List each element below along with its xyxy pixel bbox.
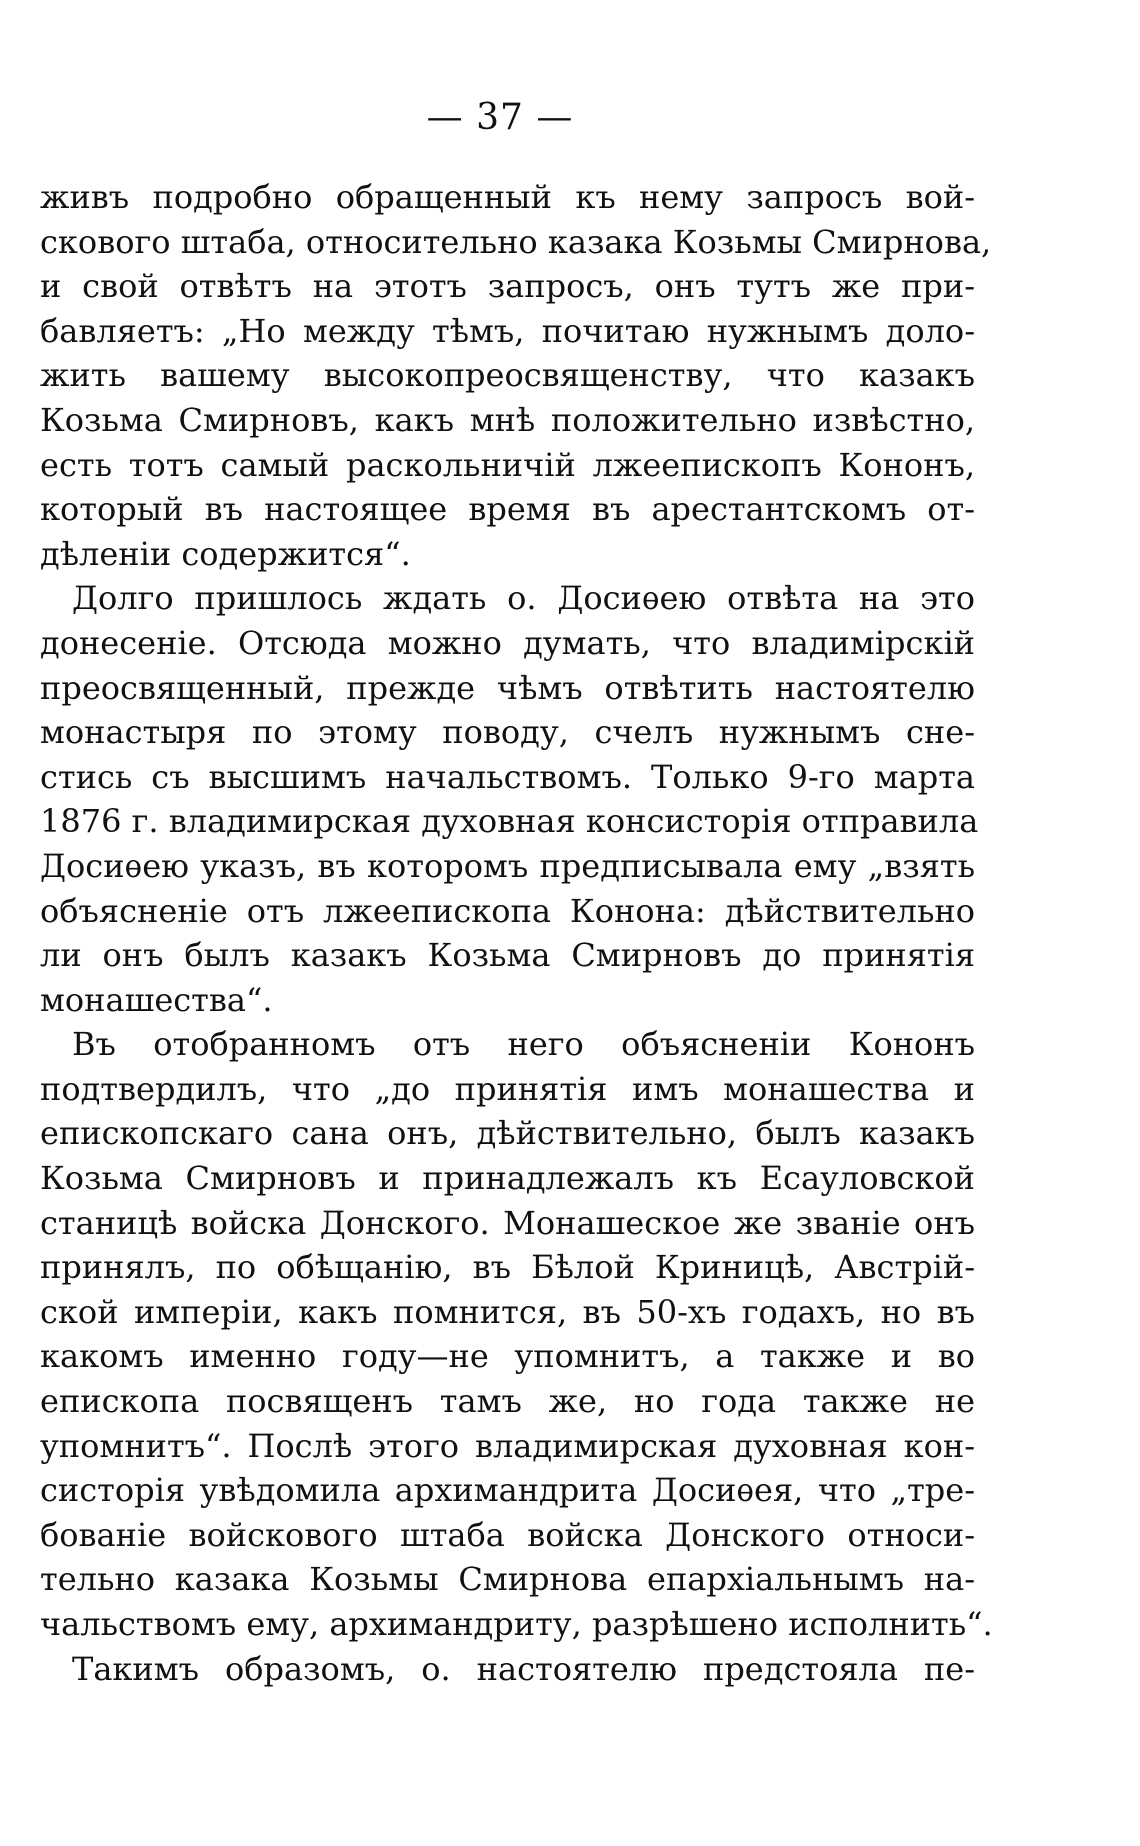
text-line: станицѣ войска Донского. Монашеское же званіе онъ [40, 1203, 975, 1242]
text-line: Козьма Смирновъ и принадлежалъ къ Есауловской [40, 1159, 975, 1198]
body-text [40, 175, 993, 1691]
text-line: объясненіе отъ лжеепископа Конона: дѣйствительно [40, 891, 975, 930]
text-line: стись съ высшимъ начальствомъ. Только 9-го марта [40, 757, 975, 796]
paragraph-2 [40, 576, 979, 1022]
text-line: Козьма Смирновъ, какъ мнѣ положительно извѣстно, [40, 400, 975, 439]
text-line: Въ отобранномъ отъ него объясненіи Кононъ [72, 1025, 975, 1064]
text-line: жить вашему высокопреосвященству, что казакъ [40, 356, 975, 395]
paragraph-4 [40, 1647, 975, 1692]
text-line: ли онъ былъ казакъ Козьма Смирновъ до принятія [40, 936, 975, 975]
text-line: живъ подробно обращенный къ нему запросъ вой- [40, 178, 975, 216]
text-line: донесеніе. Отсюда можно думать, что владимірскій [40, 623, 975, 662]
text-line: есть тотъ самый раскольничій лжеепископъ Кононъ, [40, 445, 975, 484]
text-line: преосвященный, прежде чѣмъ отвѣтить настоятелю [40, 668, 975, 707]
text-line: чальствомъ ему, архимандриту, разрѣшено исполнить“. [40, 1605, 993, 1643]
text-line: Долго пришлось ждать о. Досиѳею отвѣта на это [72, 579, 975, 618]
text-line: какомъ именно году—не упомнитъ, а также и во [40, 1337, 975, 1376]
text-line: Такимъ образомъ, о. настоятелю предстояла пе- [72, 1649, 975, 1688]
page-number: — 37 — [426, 97, 574, 138]
text-line: скового штаба, относительно казака Козьмы Смирнова, [40, 222, 992, 261]
paragraph-3 [40, 1022, 993, 1646]
text-line: и свой отвѣтъ на этотъ запросъ, онъ тутъ же при- [40, 267, 975, 306]
text-line: бованіе войскового штаба войска Донского относи- [40, 1515, 975, 1554]
text-line: монастыря по этому поводу, счелъ нужнымъ сне- [40, 713, 975, 752]
text-line: который въ настоящее время въ арестантскомъ от- [40, 490, 975, 529]
paragraph-1 [40, 175, 992, 576]
text-line: бавляетъ: „Но между тѣмъ, почитаю нужнымъ доло- [40, 311, 975, 350]
text-line: тельно казака Козьмы Смирнова епархіальнымъ на- [40, 1560, 975, 1599]
text-line: епископа посвященъ тамъ же, но года также не [40, 1382, 975, 1421]
text-line: монашества“. [40, 980, 273, 1019]
text-line: дѣленіи содержится“. [40, 534, 411, 573]
text-line: ской имперіи, какъ помнится, въ 50-хъ годахъ, но въ [40, 1292, 975, 1331]
text-line: систорія увѣдомила архимандрита Досиѳея, что „тре- [40, 1471, 975, 1510]
text-line: принялъ, по обѣщанію, въ Бѣлой Криницѣ, Австрій- [40, 1248, 975, 1287]
text-line: подтвердилъ, что „до принятія имъ монашества и [40, 1069, 975, 1108]
text-line: 1876 г. владимирская духовная консисторія отправила [40, 802, 979, 841]
text-line: упомнитъ“. Послѣ этого владимирская духовная кон- [40, 1426, 975, 1465]
text-line: Досиѳею указъ, въ которомъ предписывала ему „взять [40, 846, 975, 885]
text-line: епископскаго сана онъ, дѣйствительно, былъ казакъ [40, 1114, 975, 1153]
